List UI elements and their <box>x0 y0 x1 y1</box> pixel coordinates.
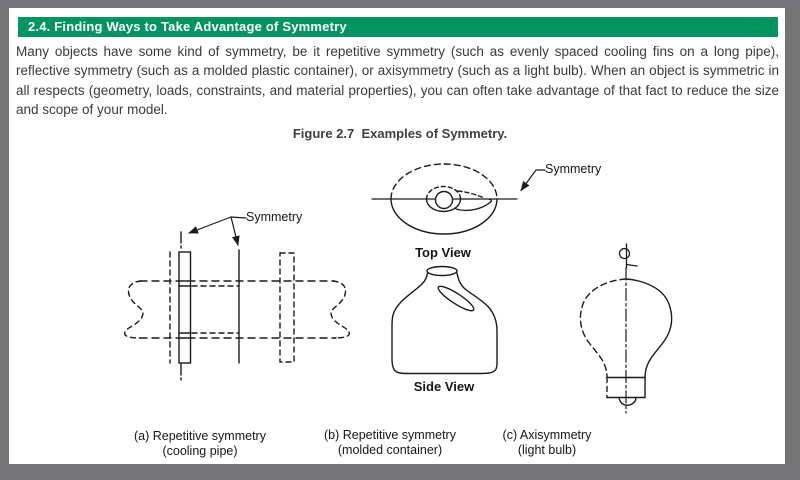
subcaption-a <box>105 429 295 458</box>
subcaption-b-line1: (b) Repetitive symmetry <box>324 428 456 442</box>
figure-caption: Figure 2.7 Examples of Symmetry. <box>292 126 508 141</box>
subcaption-c-line2: (light bulb) <box>517 442 577 457</box>
subcaption-c <box>452 428 642 457</box>
subcaption-a-line1: (a) Repetitive symmetry <box>134 429 266 443</box>
body-paragraph: Many objects have some kind of symmetry, be it repetitive symmetry (such as evenly spaced cooling fins on a long pipe), reflective symmetry (such as a molded plastic container), or axisymmetry (such as a light bulb). When an object is symmetric in all respects (geometry, loads, constraints, and material properties), you can often take advantage of that fact to reduce the size and scope of your model. <box>16 44 779 117</box>
symmetry-label-container: Symmetry <box>545 162 602 176</box>
subcaption-b-line2: (molded container) <box>337 442 443 457</box>
symmetry-label-pipe: Symmetry <box>246 210 303 224</box>
subcaption-a-line2: (cooling pipe) <box>162 443 238 458</box>
section-heading: 2.4. Finding Ways to Take Advantage of Symmetry <box>18 17 778 37</box>
side-view-label: Side View <box>413 379 475 394</box>
subcaption-c-line1: (c) Axisymmetry <box>502 428 592 442</box>
top-view-label: Top View <box>415 245 471 260</box>
